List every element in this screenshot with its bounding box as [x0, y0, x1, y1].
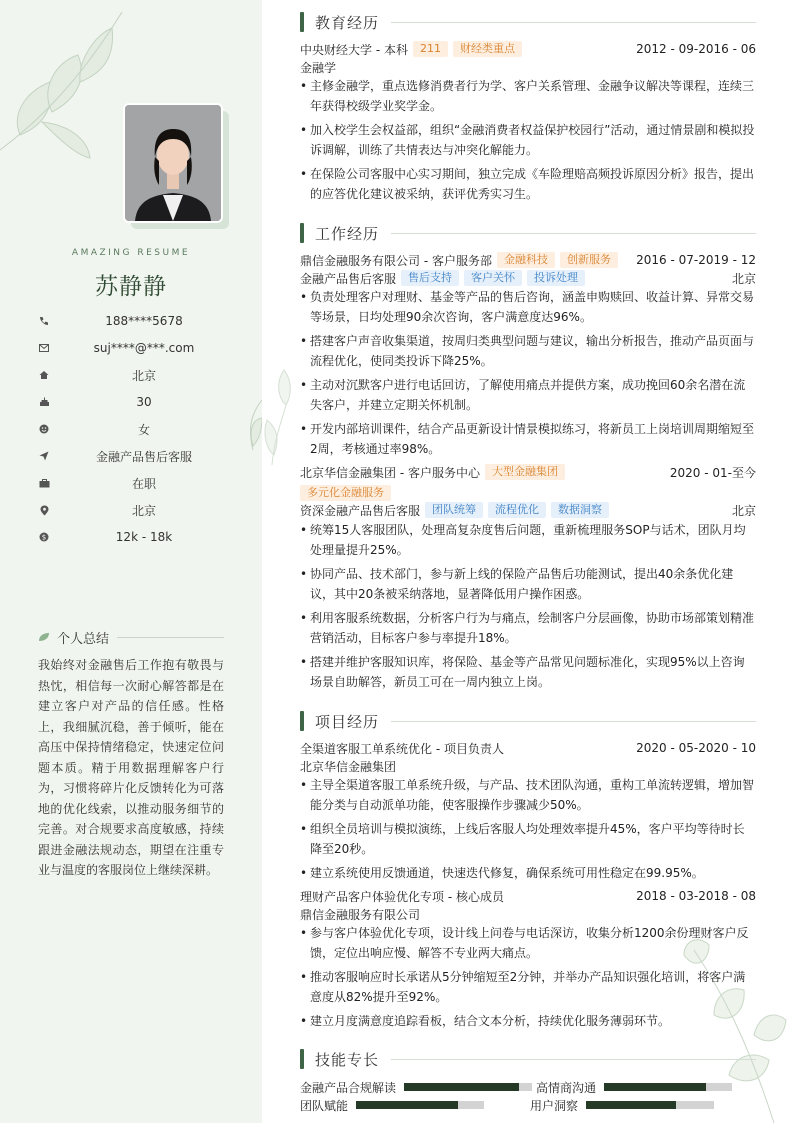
info-status [38, 474, 238, 492]
job-bullet: • 开发内部培训课件，结合产品更新设计情景模拟练习，将新员工上岗培训周期缩短至2周，考核通过率98%。 [300, 419, 756, 459]
job-city: 北京 [731, 503, 756, 518]
resume-tagline: AMAZING RESUME [71, 248, 191, 258]
info-age [38, 393, 238, 411]
project-org: 北京华信金融集团 [300, 759, 397, 774]
info-city [38, 366, 238, 384]
skill-name: 用户洞察 [530, 1098, 579, 1113]
job-city: 北京 [731, 271, 756, 286]
job-company: 北京华信金融集团 - 客户服务中心 [300, 465, 480, 480]
job-role: 资深金融产品售后客服 [300, 503, 421, 518]
profile-photo [123, 103, 221, 221]
major-name: 金融学 [300, 60, 337, 75]
job-header-row [300, 463, 756, 481]
project-org-row [300, 757, 756, 775]
job-date: 2020 - 01-至今 [669, 465, 756, 480]
work-section-header [300, 222, 756, 244]
job-skill-tag: 售后支持 [401, 270, 459, 286]
mail-icon [38, 342, 50, 354]
skill-name: 高情商沟通 [536, 1080, 597, 1095]
education-tag: 财经类重点 [453, 41, 522, 57]
job-bullet: • 搭建并维护客服知识库，将保险、基金等产品常见问题标准化，实现95%以上咨询场景自助解答，新员工可在一周内独立上岗。 [300, 652, 756, 692]
education-tag: 211 [413, 41, 448, 57]
skill-bar [356, 1101, 484, 1109]
gender-value: 女 [137, 422, 150, 437]
skills-section-header [300, 1048, 756, 1070]
job-skill-tag: 团队统筹 [425, 502, 483, 518]
job-skill-tag: 数据洞察 [551, 502, 609, 518]
candidate-name: 苏静静 [95, 274, 167, 300]
skill-name: 团队赋能 [300, 1098, 349, 1113]
status-value: 在职 [131, 476, 156, 491]
summary-heading [38, 628, 224, 646]
skills-title: 技能专长 [315, 1050, 380, 1069]
info-gender [38, 420, 238, 438]
job-bullet: • 主动对沉默客户进行电话回访，了解使用痛点并提供方案，成功挽回60余名潜在流失客户，并建立定期关怀机制。 [300, 375, 756, 415]
project-bullet: • 推动客服响应时长承诺从5分钟缩短至2分钟，并举办产品知识强化培训，将客户满意度从82%提升至92%。 [300, 967, 756, 1007]
job-skill-tag: 投诉处理 [527, 270, 585, 286]
info-target-role [38, 447, 238, 465]
job-tag: 大型金融集团 [485, 464, 565, 480]
project-header-row [300, 887, 756, 905]
salary-value: 12k - 18k [115, 530, 173, 544]
sidebar [0, 0, 262, 1123]
salary-icon [38, 531, 50, 543]
phone-icon [38, 315, 50, 327]
job-tag-row [295, 484, 751, 502]
gender-icon [38, 423, 50, 435]
job-tag: 金融科技 [497, 252, 555, 268]
skill-fill [356, 1101, 458, 1109]
email-value: suj****@***.com [93, 341, 195, 355]
job-skill-tag: 客户关怀 [464, 270, 522, 286]
project-org: 鼎信金融服务有限公司 [300, 907, 421, 922]
avatar [125, 105, 221, 221]
skill-fill [586, 1101, 676, 1109]
job-role: 金融产品售后客服 [300, 271, 397, 286]
project-name: 全渠道客服工单系统优化 - 项目负责人 [300, 741, 504, 756]
job-bullet: • 负责处理客户对理财、基金等产品的售后咨询，涵盖申购赎回、收益计算、异常交易等场景，日均处理90余次咨询，客户满意度达96%。 [300, 287, 756, 327]
skill-name: 金融产品合规解读 [300, 1080, 397, 1095]
work-title: 工作经历 [315, 224, 380, 243]
cake-icon [38, 396, 50, 408]
project-org-row [300, 905, 756, 923]
info-location [38, 501, 238, 519]
projects-title: 项目经历 [315, 712, 380, 731]
education-date: 2012 - 09-2016 - 06 [636, 42, 756, 56]
education-major-row [300, 58, 756, 76]
leaf-icon [38, 632, 50, 642]
job-tag: 创新服务 [560, 252, 618, 268]
phone-value: 188****5678 [105, 314, 183, 328]
city-value: 北京 [131, 368, 156, 383]
send-icon [38, 450, 50, 462]
project-name: 理财产品客户体验优化专项 - 核心成员 [300, 889, 504, 904]
job-bullet: • 统筹15人客服团队，处理高复杂度售后问题，重新梳理服务SOP与话术，团队月均处理量提升25%。 [300, 520, 756, 560]
job-tag: 多元化金融服务 [300, 485, 391, 501]
skill-fill [604, 1083, 706, 1091]
project-date: 2020 - 05-2020 - 10 [636, 741, 756, 755]
project-date: 2018 - 03-2018 - 08 [636, 889, 756, 903]
home-icon [38, 369, 50, 381]
skill-bar [604, 1083, 732, 1091]
project-bullet: • 建立系统使用反馈通道，快速迭代修复，确保系统可用性稳定在99.95%。 [300, 863, 756, 883]
education-bullet: • 在保险公司客服中心实习期间，独立完成《车险理赔高频投诉原因分析》报告，提出的应答优化建议被采纳，获评优秀实习生。 [300, 164, 756, 204]
skill-fill [404, 1083, 519, 1091]
education-bullet: • 加入校学生会权益部，组织“金融消费者权益保护校园行”活动，通过情景剧和模拟投诉调解，训练了共情表达与冲突化解能力。 [300, 120, 756, 160]
target-role-value: 金融产品售后客服 [95, 449, 192, 464]
info-salary [38, 528, 238, 546]
briefcase-icon [38, 477, 50, 489]
main-content [262, 0, 794, 1123]
job-bullet: • 搭建客户声音收集渠道，按周归类典型问题与建议，输出分析报告，推动产品页面与流程优化，使同类投诉下降25%。 [300, 331, 756, 371]
skill-bar [404, 1083, 532, 1091]
summary-title: 个人总结 [57, 631, 110, 647]
project-bullet: • 组织全员培训与模拟演练，上线后客服人均处理效率提升45%，客户平均等待时长降至20秒。 [300, 819, 756, 859]
education-bullet: • 主修金融学，重点选修消费者行为学、客户关系管理、金融争议解决等课程，连续三年获得校级学业奖学金。 [300, 76, 756, 116]
summary-text: 我始终对金融售后工作抱有敬畏与热忱，相信每一次耐心解答都是在建立客户对产品的信任感。性格上，我细腻沉稳，善于倾听，能在高压中保持情绪稳定，快速定位问题本质。精于用数据理解客户行为，习惯将碎片化反馈转化为可落地的优化线索，以推动服务细节的完善。对合规要求高度敏感，持续跟进金融法规动态，期望在注重专业与温度的客服岗位上继续深耕。 [38, 658, 224, 877]
job-date: 2016 - 07-2019 - 12 [636, 253, 756, 267]
job-header-row [300, 251, 756, 269]
location-value: 北京 [131, 503, 156, 518]
school-name: 中央财经大学 - 本科 [300, 42, 408, 57]
project-bullet: • 参与客户体验优化专项，设计线上问卷与电话深访，收集分析1200余份理财客户反馈，定位出响应慢、解答不专业两大痛点。 [300, 923, 756, 963]
job-skill-tag: 流程优化 [488, 502, 546, 518]
info-email [38, 339, 238, 357]
job-bullet: • 利用客服系统数据，分析客户行为与痛点，绘制客户分层画像，协助市场部策划精准营销活动，目标客户参与率提升18%。 [300, 608, 756, 648]
project-header-row [300, 739, 756, 757]
leaf-decoration-icon [245, 370, 262, 470]
education-header-row [300, 40, 756, 58]
projects-section-header [300, 710, 756, 732]
info-phone [38, 312, 238, 330]
job-role-row [300, 269, 756, 287]
job-company: 鼎信金融服务有限公司 - 客户服务部 [300, 253, 492, 268]
skill-bar [586, 1101, 714, 1109]
location-pin-icon [38, 504, 50, 516]
job-role-row [300, 501, 756, 519]
project-bullet: • 主导全渠道客服工单系统升级，与产品、技术团队沟通，重构工单流转逻辑，增加智能分类与自动派单功能，使客服操作步骤减少50%。 [300, 775, 756, 815]
job-bullet: • 协同产品、技术部门，参与新上线的保险产品售后功能测试，提出40余条优化建议，其中20条被采纳落地，显著降低用户操作困惑。 [300, 564, 756, 604]
project-bullet: • 建立月度满意度追踪看板，结合文本分析，持续优化服务薄弱环节。 [300, 1011, 756, 1031]
education-section-header [300, 11, 756, 33]
svg-text:$: $ [41, 533, 47, 542]
age-value: 30 [136, 395, 152, 409]
education-title: 教育经历 [315, 13, 380, 32]
